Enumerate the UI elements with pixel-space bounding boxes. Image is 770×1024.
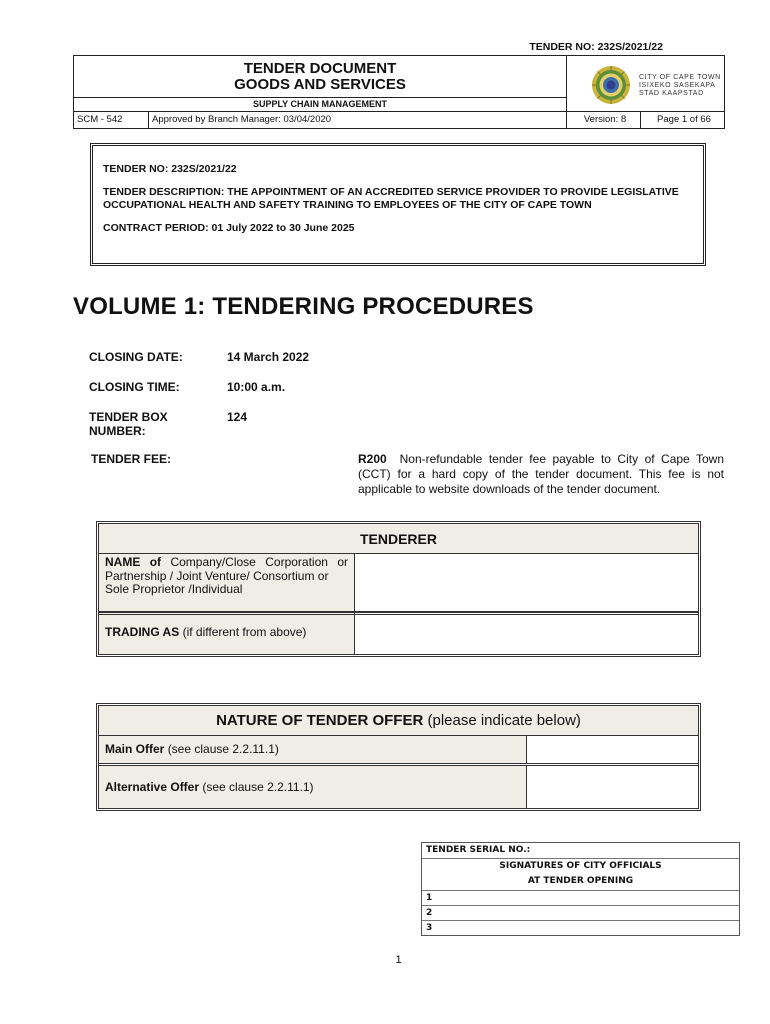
alternative-offer-row bbox=[99, 766, 698, 808]
tender-fee-label: TENDER FEE: bbox=[91, 452, 172, 466]
top-tender-number: TENDER NO: 232S/2021/22 bbox=[529, 41, 663, 53]
closing-time-value: 10:00 a.m. bbox=[227, 380, 286, 394]
signatures-heading bbox=[422, 859, 739, 891]
volume-title: VOLUME 1: TENDERING PROCEDURES bbox=[73, 293, 534, 320]
tenderer-name-rest: Company/Close Corporation or Partnership / Joint Venture/ Consortium or bbox=[105, 555, 348, 583]
header-title-line2: GOODS AND SERVICES bbox=[234, 76, 406, 93]
logo-line: ISIXEKO SASEKAPA bbox=[639, 82, 716, 89]
offer-heading-rest: (please indicate below) bbox=[427, 712, 581, 729]
tenderer-name-label bbox=[99, 554, 355, 611]
nature-of-offer-table bbox=[96, 703, 701, 811]
city-logo bbox=[567, 56, 724, 112]
header-subtitle: SUPPLY CHAIN MANAGEMENT bbox=[74, 98, 567, 112]
alternative-offer-label bbox=[99, 766, 527, 808]
city-emblem-icon bbox=[591, 65, 631, 105]
main-offer-label bbox=[99, 736, 527, 763]
logo-line: STAD KAAPSTAD bbox=[639, 90, 704, 97]
tender-fee-description: Non-refundable tender fee payable to City of Cape Town (CCT) for a hard copy of the tender document. This fee is not applicable to website downloads of the tender document. bbox=[358, 452, 724, 496]
tenderer-table bbox=[96, 521, 701, 657]
offer-heading bbox=[99, 706, 698, 736]
tender-box-label bbox=[89, 410, 168, 438]
signature-row[interactable]: 2 bbox=[422, 906, 739, 921]
tenderer-name-text bbox=[105, 556, 348, 583]
alternative-offer-rest: (see clause 2.2.11.1) bbox=[202, 780, 314, 794]
tenderer-name-field[interactable] bbox=[356, 554, 698, 611]
row-divider bbox=[99, 612, 698, 615]
trading-as-field[interactable] bbox=[356, 613, 698, 654]
signatures-heading-line1: SIGNATURES OF CITY OFFICIALS bbox=[499, 861, 662, 871]
tenderer-trading-row bbox=[99, 613, 698, 654]
tenderer-name-last: Sole Proprietor /Individual bbox=[105, 582, 243, 596]
trading-as-bold: TRADING AS bbox=[105, 625, 180, 639]
tender-fee-amount: R200 bbox=[358, 452, 387, 466]
closing-date-label: CLOSING DATE: bbox=[89, 350, 183, 364]
signature-row[interactable]: 1 bbox=[422, 891, 739, 906]
signature-table bbox=[421, 842, 740, 936]
page-of: Page 1 of 66 bbox=[657, 114, 711, 125]
tender-box-value: 124 bbox=[227, 410, 248, 424]
signature-row[interactable]: 3 bbox=[426, 923, 433, 933]
trading-as-rest: (if different from above) bbox=[182, 625, 307, 639]
logo-line: CITY OF CAPE TOWN bbox=[639, 74, 721, 81]
version: Version: 8 bbox=[567, 112, 641, 128]
document-header bbox=[73, 55, 725, 129]
desc-description: TENDER DESCRIPTION: THE APPOINTMENT OF AN ACCREDITED SERVICE PROVIDER TO PROVIDE LEGISLATIVE OCCUPATIONAL HEALTH AND SAFETY TRAINING TO EMPLOYEES OF THE CITY OF CAPE TOWN bbox=[103, 186, 679, 211]
alternative-offer-bold: Alternative Offer bbox=[105, 780, 200, 794]
tenderer-name-bold: NAME of bbox=[105, 555, 162, 569]
tender-box-label-line1: TENDER BOX bbox=[89, 410, 168, 424]
header-title-cell bbox=[74, 56, 567, 98]
header-meta-row bbox=[74, 112, 724, 128]
desc-tender-no: TENDER NO: 232S/2021/22 bbox=[103, 163, 237, 175]
serial-number-row: TENDER SERIAL NO.: bbox=[422, 843, 739, 859]
closing-date-value: 14 March 2022 bbox=[227, 350, 310, 364]
page-number: 1 bbox=[395, 954, 402, 966]
trading-as-label bbox=[99, 613, 355, 654]
city-logo-text bbox=[639, 74, 721, 98]
offer-heading-bold: NATURE OF TENDER OFFER bbox=[216, 712, 424, 729]
main-offer-bold: Main Offer bbox=[105, 742, 165, 756]
main-offer-rest: (see clause 2.2.11.1) bbox=[167, 742, 279, 756]
header-title-line1: TENDER DOCUMENT bbox=[243, 60, 397, 77]
desc-contract-period: CONTRACT PERIOD: 01 July 2022 to 30 June 2025 bbox=[103, 222, 355, 234]
tender-fee-text bbox=[358, 452, 724, 497]
tender-box-label-line2: NUMBER: bbox=[89, 424, 146, 438]
tenderer-heading: TENDERER bbox=[99, 524, 698, 554]
approval-info: Approved by Branch Manager: 03/04/2020 bbox=[149, 112, 567, 128]
main-offer-row bbox=[99, 736, 698, 766]
scm-code: SCM - 542 bbox=[74, 112, 149, 128]
main-offer-checkbox[interactable] bbox=[528, 736, 698, 763]
closing-time-label: CLOSING TIME: bbox=[89, 380, 180, 394]
tender-description-box bbox=[90, 143, 706, 266]
alternative-offer-checkbox[interactable] bbox=[528, 766, 698, 808]
tenderer-name-row bbox=[99, 554, 698, 612]
signatures-heading-line2: AT TENDER OPENING bbox=[527, 876, 634, 886]
